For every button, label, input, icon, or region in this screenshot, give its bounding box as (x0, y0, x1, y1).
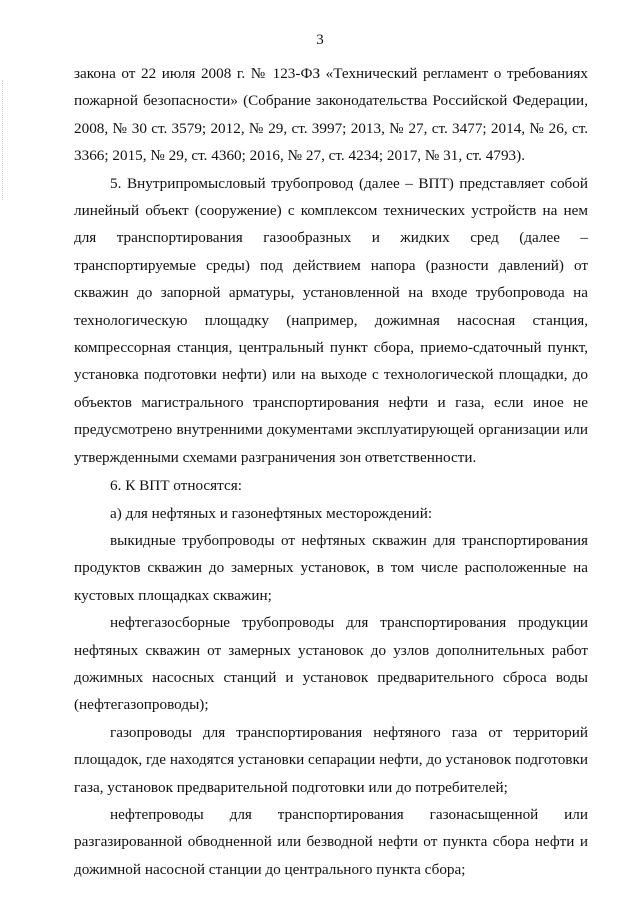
paragraph-law-reference: закона от 22 июля 2008 г. № 123-ФЗ «Технический регламент о требованиях пожарной безопасности» (Собрание законодательства Российской Федерации, 2008, № 30 ст. 3579; 2012, № 29, ст. 3997; 2013, № 27, ст. 3477; 2014, № 26, ст. 3366; 2015, № 29, ст. 4360; 2016, № 27, ст. 4234; 2017, № 31, ст. 4793). (74, 65, 588, 165)
document-body (74, 60, 588, 883)
paragraph-6a-heading: а) для нефтяных и газонефтяных месторождений: (110, 504, 433, 522)
paragraph-5-definition: 5. Внутрипромысловый трубопровод (далее – ВПТ) представляет собой линейный объект (сооружение) с комплексом технических устройств на нем для транспортирования газообразных и жидких сред (далее – транспортируемые среды) под действием напора (разности давлений) от скважин до запорной арматуры, установленной на входе трубопровода на технологическую площадку (например, дожимная насосная станция, компрессорная станция, центральный пункт сбора, приемо-сдаточный пункт, установка подготовки нефти) или на выходе с технологической площадки, до объектов магистрального транспортирования нефти и газа, если иное не предусмотрено внутренними документами эксплуатирующей организации или утвержденными схемами разграничения зон ответственности. (74, 174, 588, 466)
scan-edge-mark (2, 80, 4, 200)
paragraph-flowlines: выкидные трубопроводы от нефтяных скважин для транспортирования продуктов скважин до замерных установок, в том числе расположенные на кустовых площадках скважин; (74, 531, 588, 604)
page-number: 3 (316, 32, 324, 48)
paragraph-oil-pipelines: нефтепроводы для транспортирования газонасыщенной или разгазированной обводненной или безводной нефти от пункта сбора нефти и дожимной насосной станции до центрального пункта сбора; (74, 805, 588, 878)
paragraph-6-heading: 6. К ВПТ относятся: (110, 477, 242, 495)
paragraph-gas-pipelines: газопроводы для транспортирования нефтяного газа от территорий площадок, где находятся установки сепарации нефти, до установок подготовки газа, установок предварительной подготовки или до потребителей; (74, 723, 588, 796)
paragraph-oil-gas-gathering: нефтегазосборные трубопроводы для транспортирования продукции нефтяных скважин от замерных установок до узлов дополнительных работ дожимных насосных станций и установок предварительного сброса воды (нефтегазопроводы); (74, 614, 588, 714)
